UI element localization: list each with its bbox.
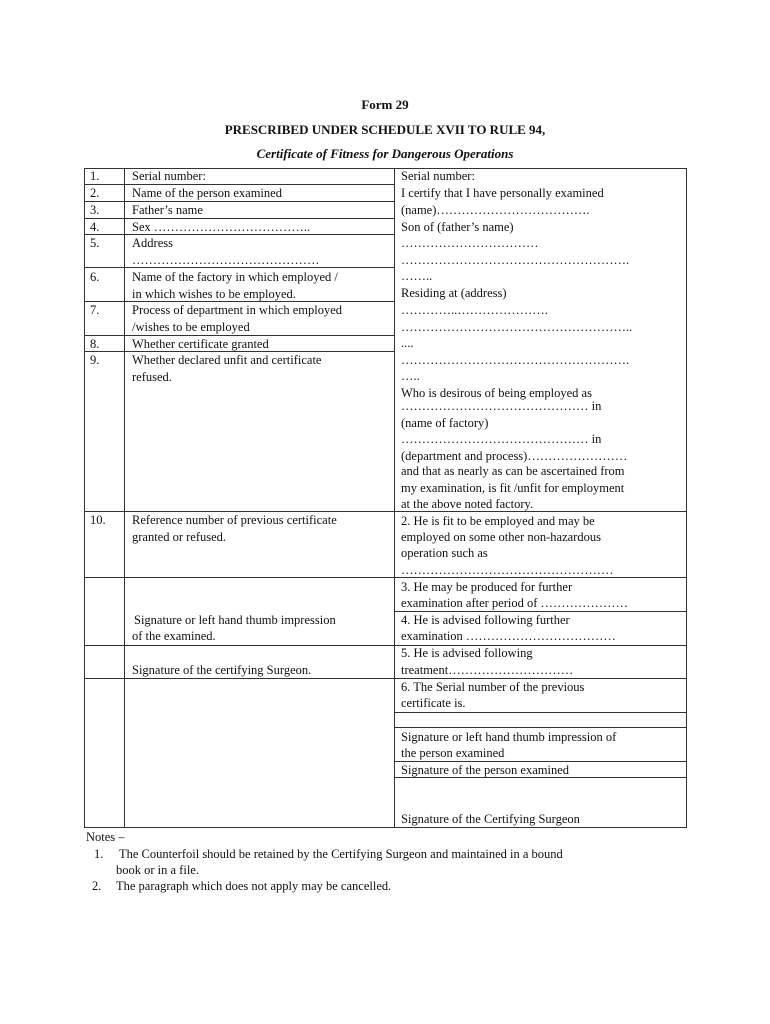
paragraph-2: employed on some other non-hazardous [401,530,601,544]
row-number: 5. [90,236,100,250]
note-number: 1. [94,847,104,861]
table-border-bottom [84,827,687,828]
row-divider [84,577,395,578]
paragraph-2: …………………………………………… [401,563,614,577]
field-label: Sex ……………………………….. [132,220,311,234]
field-label: refused. [132,370,172,384]
right-divider [394,727,687,728]
certification-line: ……………………………………………….. [401,320,633,334]
certification-line: ………………………………………………. [401,353,630,367]
certification-line: …………………………… [401,236,539,250]
certification-line: my examination, is fit /unfit for employment [401,481,625,495]
paragraph-6: certificate is. [401,696,466,710]
certification-line: and that as nearly as can be ascertained from [401,464,625,478]
field-label: Process of department in which employed [132,303,343,317]
row-number: 8. [90,337,100,351]
certification-line: ……………………………………… in [401,399,602,413]
certification-line: .... [401,336,414,350]
paragraph-3: 3. He may be produced for further [401,580,573,594]
row-number: 6. [90,270,100,284]
certification-line: ……………………………………… in [401,432,602,446]
certification-line: (name of factory) [401,416,489,430]
prescribed-heading: PRESCRIBED UNDER SCHEDULE XVII TO RULE 94, [224,122,546,137]
note-text: book or in a file. [116,863,199,877]
row-number: 10. [90,513,106,527]
signature-surgeon-label: Signature of the certifying Surgeon. [132,663,312,677]
signature-examined-label: Signature or left hand thumb impression [134,613,336,627]
paragraph-2: operation such as [401,546,488,560]
note-text: The paragraph which does not apply may be cancelled. [116,879,392,893]
certification-line: I certify that I have personally examined [401,186,604,200]
right-divider [394,712,687,713]
certification-line: Who is desirous of being employed as [401,386,592,400]
row-divider [84,678,395,679]
row-number: 3. [90,203,100,217]
certification-line: Residing at (address) [401,286,507,300]
notes-heading: Notes – [86,830,125,844]
field-label: Reference number of previous certificate [132,513,337,527]
paragraph-5: treatment………………………… [401,663,574,677]
field-label: Whether declared unfit and certificate [132,353,322,367]
paragraph-4: examination ……………………………… [401,629,616,643]
row-number: 1. [90,169,100,183]
field-label: in which wishes to be employed. [132,287,296,301]
paragraph-6: 6. The Serial number of the previous [401,680,585,694]
certification-line: …………..…………………. [401,303,548,317]
field-label: /wishes to be employed [132,320,250,334]
row-number: 2. [90,186,100,200]
field-label: Whether certificate granted [132,337,269,351]
row-divider [84,645,395,646]
certification-line: (name)………………………………. [401,203,590,217]
field-label: Address [132,236,173,250]
row-number: 9. [90,353,100,367]
certification-line: …….. [401,269,433,283]
signature-examined-label: of the examined. [132,629,216,643]
field-label: Serial number: [132,169,206,183]
certification-line: Son of (father’s name) [401,220,514,234]
certification-line: at the above noted factory. [401,497,534,511]
field-label: Name of the person examined [132,186,282,200]
form-number: Form 29 [361,97,409,112]
note-text: The Counterfoil should be retained by the Certifying Surgeon and maintained in a bound [119,847,563,861]
field-label: granted or refused. [132,530,227,544]
row-number: 4. [90,220,100,234]
field-label: ……………………………………… [132,253,320,267]
field-label: Father’s name [132,203,203,217]
paragraph-3: examination after period of ………………… [401,596,629,610]
serial-number-label: Serial number: [401,169,475,183]
certificate-title: Certificate of Fitness for Dangerous Operations [256,146,514,161]
row-divider [84,201,395,202]
certification-line: ………………………………………………. [401,253,630,267]
signature-person-label: Signature of the person examined [401,763,570,777]
signature-thumb-label: the person examined [401,746,505,760]
table-border-right [686,168,687,828]
signature-thumb-label: Signature or left hand thumb impression of [401,730,617,744]
certification-line: (department and process)…………………… [401,449,628,463]
paragraph-2: 2. He is fit to be employed and may be [401,514,595,528]
paragraph-4: 4. He is advised following further [401,613,570,627]
row-number: 7. [90,303,100,317]
signature-certifying-surgeon-label: Signature of the Certifying Surgeon [401,812,580,826]
certification-line: ….. [401,369,420,383]
field-label: Name of the factory in which employed / [132,270,338,284]
paragraph-5: 5. He is advised following [401,646,533,660]
note-number: 2. [92,879,102,893]
